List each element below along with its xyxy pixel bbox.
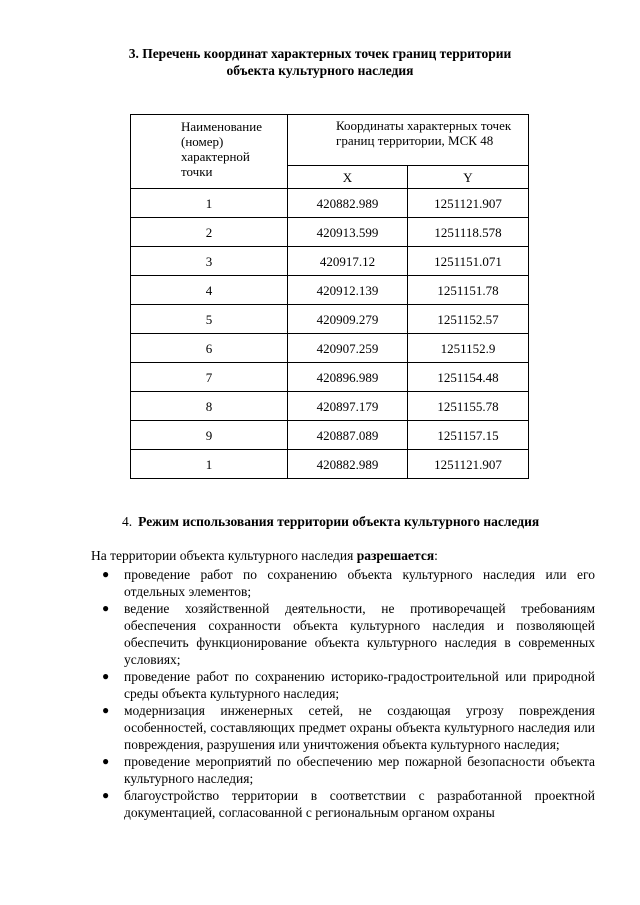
list-item-text: проведение работ по сохранению объекта культурного наследия или его отдельных элементов; (124, 567, 595, 599)
bullet-icon: ● (102, 788, 110, 802)
y-coordinate-cell: 1251152.57 (408, 305, 529, 334)
y-coordinate-cell: 1251118.578 (408, 218, 529, 247)
coordinates-table (130, 114, 529, 479)
point-name-header-line: Наименование (181, 119, 262, 134)
point-number-cell: 1 (131, 189, 288, 218)
y-coordinate-cell: 1251121.907 (408, 450, 529, 479)
point-name-header-line: характерной (181, 149, 250, 164)
list-item-text: ведение хозяйственной деятельности, не противоречащей требованиям обеспечения сохранности объекта культурного наследия и позволяющей обеспечить функционирование объекта культурного наследия в современных условиях; (124, 601, 595, 667)
x-coordinate-cell: 420897.179 (288, 392, 408, 421)
y-coordinate-cell: 1251151.78 (408, 276, 529, 305)
table-row (131, 421, 529, 450)
x-coordinate-cell: 420887.089 (288, 421, 408, 450)
intro-colon: : (434, 548, 438, 563)
list-item (102, 787, 595, 821)
intro-text: На территории объекта культурного наследия (91, 548, 357, 563)
bullet-icon: ● (102, 567, 110, 581)
section-3-title-line-1: 3. Перечень координат характерных точек границ территории (128, 46, 512, 61)
point-number-cell: 9 (131, 421, 288, 450)
list-item (102, 702, 595, 753)
point-number-cell: 7 (131, 363, 288, 392)
x-coordinate-cell: 420907.259 (288, 334, 408, 363)
x-coordinate-cell: 420909.279 (288, 305, 408, 334)
section-4-number: 4. (122, 514, 133, 529)
list-item (102, 600, 595, 668)
bullet-icon: ● (102, 754, 110, 768)
permitted-activities-list (102, 566, 595, 821)
point-number-cell: 5 (131, 305, 288, 334)
point-name-header (131, 115, 288, 189)
coordinates-header-line: Координаты характерных точек (336, 118, 512, 133)
x-coordinate-cell: 420913.599 (288, 218, 408, 247)
permitted-intro (91, 547, 438, 564)
x-coordinate-cell: 420882.989 (288, 450, 408, 479)
point-number-cell: 3 (131, 247, 288, 276)
table-row (131, 276, 529, 305)
table-row (131, 218, 529, 247)
y-coordinate-cell: 1251152.9 (408, 334, 529, 363)
section-3-title-line-2: объекта культурного наследия (226, 63, 414, 78)
section-4-heading (122, 513, 539, 530)
x-coordinate-cell: 420896.989 (288, 363, 408, 392)
list-item-text: проведение мероприятий по обеспечению мер пожарной безопасности объекта культурного наследия; (124, 754, 595, 786)
list-item (102, 668, 595, 702)
point-number-cell: 4 (131, 276, 288, 305)
y-coordinate-cell: 1251154.48 (408, 363, 529, 392)
bullet-icon: ● (102, 601, 110, 615)
list-item (102, 566, 595, 600)
x-column-header: X (288, 166, 408, 189)
list-item-text: проведение работ по сохранению историко-градостроительной или природной среды объекта культурного наследия; (124, 669, 595, 701)
section-4-title: Режим использования территории объекта культурного наследия (138, 514, 540, 529)
y-coordinate-cell: 1251157.15 (408, 421, 529, 450)
list-item (102, 753, 595, 787)
intro-keyword: разрешается (356, 548, 435, 563)
point-number-cell: 8 (131, 392, 288, 421)
table-row (131, 363, 529, 392)
coordinates-header (288, 115, 529, 166)
table-row (131, 247, 529, 276)
table-row (131, 392, 529, 421)
coordinates-header-line: границ территории, МСК 48 (336, 133, 494, 148)
point-name-header-line: точки (181, 164, 213, 179)
bullet-icon: ● (102, 669, 110, 683)
list-item-text: благоустройство территории в соответствии с разработанной проектной документацией, согласованной с региональным органом охраны (124, 788, 595, 820)
x-coordinate-cell: 420912.139 (288, 276, 408, 305)
y-coordinate-cell: 1251121.907 (408, 189, 529, 218)
x-coordinate-cell: 420882.989 (288, 189, 408, 218)
section-3-heading (60, 45, 580, 79)
point-name-header-line: (номер) (181, 134, 224, 149)
table-row (131, 450, 529, 479)
table-header-row (131, 115, 529, 166)
point-number-cell: 1 (131, 450, 288, 479)
y-column-header: Y (408, 166, 529, 189)
y-coordinate-cell: 1251155.78 (408, 392, 529, 421)
list-item-text: модернизация инженерных сетей, не создающая угрозу повреждения особенностей, составляющих предмет охраны объекта культурного наследия или повреждения, разрушения или уничтожения объекта культурного наследия; (124, 703, 595, 752)
table-row (131, 305, 529, 334)
point-number-cell: 2 (131, 218, 288, 247)
x-coordinate-cell: 420917.12 (288, 247, 408, 276)
table-row (131, 334, 529, 363)
table-row (131, 189, 529, 218)
bullet-icon: ● (102, 703, 110, 717)
y-coordinate-cell: 1251151.071 (408, 247, 529, 276)
point-number-cell: 6 (131, 334, 288, 363)
